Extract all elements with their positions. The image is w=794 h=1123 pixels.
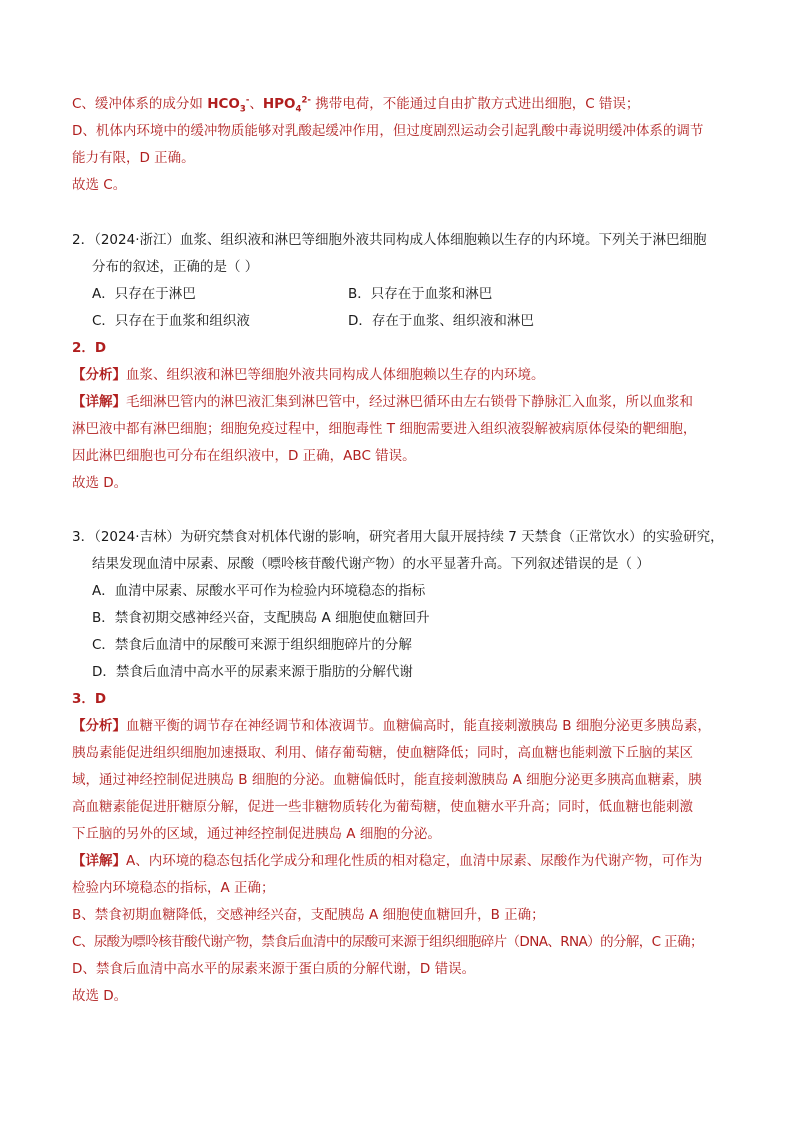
q3-detail-d: D、禁食后血清中高水平的尿素来源于蛋白质的分解代谢，D 错误。 <box>72 961 476 977</box>
q3-option-b: B．禁食初期交感神经兴奋，支配胰岛 A 细胞使血糖回升 <box>92 610 430 626</box>
q3-analysis-line5: 下丘脑的另外的区域，通过神经控制促进胰岛 A 细胞的分泌。 <box>72 826 441 842</box>
q3-detail-line1 <box>72 852 702 870</box>
q2-analysis <box>72 366 545 384</box>
q3-detail-text: A、内环境的稳态包括化学成分和理化性质的相对稳定，血清中尿素、尿酸作为代谢产物，可作为 <box>126 853 703 869</box>
q1-c-text: C、缓冲体系的成分如 <box>72 96 208 112</box>
q2-stem-line2: 分布的叙述，正确的是（ ） <box>92 259 259 275</box>
q1-option-c-explanation <box>72 95 639 113</box>
q1-option-d-explanation-line1: D、机体内环境中的缓冲物质能够对乳酸起缓冲作用，但过度剧烈运动会引起乳酸中毒说明缓冲体系的调节 <box>72 123 704 139</box>
q2-detail-line3: 因此淋巴细胞也可分布在组织液中，D 正确，ABC 错误。 <box>72 448 416 464</box>
q1-choose: 故选 C。 <box>72 177 127 193</box>
q3-detail-b: B、禁食初期血糖降低，交感神经兴奋，支配胰岛 A 细胞使血糖回升，B 正确； <box>72 907 545 923</box>
q3-analysis-text: 血糖平衡的调节存在神经调节和体液调节。血糖偏高时，能直接刺激胰岛 B 细胞分泌更多胰岛素， <box>126 718 711 734</box>
q2-choose: 故选 D。 <box>72 475 128 491</box>
q3-choose: 故选 D。 <box>72 988 128 1004</box>
q3-analysis-line3: 域，通过神经控制促进胰岛 B 细胞的分泌。血糖偏低时，能直接刺激胰岛 A 细胞分泌更多胰高血糖素，胰 <box>72 772 702 788</box>
q2-detail-text: 毛细淋巴管内的淋巴液汇集到淋巴管中，经过淋巴循环由左右锁骨下静脉汇入血浆，所以血浆和 <box>126 394 693 410</box>
q3-stem-line2: 结果发现血清中尿素、尿酸（嘌呤核苷酸代谢产物）的水平显著升高。下列叙述错误的是（ ） <box>92 556 650 572</box>
q2-option-b: B．只存在于血浆和淋巴 <box>348 286 493 302</box>
q1-c-formula-hpo4: $HPO_4^{2-}$ <box>262 95 311 115</box>
q2-stem-line1: 2．（2024·浙江）血浆、组织液和淋巴等细胞外液共同构成人体细胞赖以生存的内环境。下列关于淋巴细胞 <box>72 232 707 248</box>
q2-option-a: A．只存在于淋巴 <box>92 286 196 302</box>
q3-option-c: C．禁食后血清中的尿酸可来源于组织细胞碎片的分解 <box>92 637 412 653</box>
q1-option-d-explanation-line2: 能力有限，D 正确。 <box>72 150 195 166</box>
q3-analysis-line2: 胰岛素能促进组织细胞加速摄取、利用、储存葡萄糖，使血糖降低；同时，高血糖也能刺激下丘脑的某区 <box>72 745 693 761</box>
q3-analysis-line1 <box>72 717 711 735</box>
q2-detail-line1 <box>72 393 693 411</box>
q3-option-d: D．禁食后血清中高水平的尿素来源于脂肪的分解代谢 <box>92 664 413 680</box>
q2-option-d: D．存在于血浆、组织液和淋巴 <box>348 313 534 329</box>
q3-detail-line2: 检验内环境稳态的指标，A 正确； <box>72 880 275 896</box>
q3-option-a: A．血清中尿素、尿酸水平可作为检验内环境稳态的指标 <box>92 583 426 599</box>
q2-analysis-text: 血浆、组织液和淋巴等细胞外液共同构成人体细胞赖以生存的内环境。 <box>126 367 545 383</box>
q1-c-sep: 、 <box>249 96 263 112</box>
q3-answer: 3．D <box>72 691 107 707</box>
q1-c-text-2: 携带电荷，不能通过自由扩散方式进出细胞，C 错误； <box>310 96 640 112</box>
q3-detail-c: C、尿酸为嘌呤核苷酸代谢产物，禁食后血清中的尿酸可来源于组织细胞碎片（DNA、RNA）的分解，C 正确； <box>72 934 703 950</box>
q3-analysis-tag: 【分析】 <box>72 718 126 734</box>
q2-analysis-tag: 【分析】 <box>72 367 126 383</box>
q3-detail-tag: 【详解】 <box>72 853 126 869</box>
q2-answer: 2．D <box>72 340 107 356</box>
q2-option-c: C．只存在于血浆和组织液 <box>92 313 250 329</box>
q2-detail-tag: 【详解】 <box>72 394 126 410</box>
q3-stem-line1: 3．（2024·吉林）为研究禁食对机体代谢的影响，研究者用大鼠开展持续 7 天禁食（正常饮水）的实验研究， <box>72 529 724 545</box>
q3-analysis-line4: 高血糖素能促进肝糖原分解，促进一些非糖物质转化为葡萄糖，使血糖水平升高；同时，低血糖也能刺激 <box>72 799 693 815</box>
q1-c-formula-hco3: $HCO_3^-$ <box>207 95 250 115</box>
q2-detail-line2: 淋巴液中都有淋巴细胞；细胞免疫过程中，细胞毒性 T 细胞需要进入组织液裂解被病原体侵染的靶细胞， <box>72 421 697 437</box>
